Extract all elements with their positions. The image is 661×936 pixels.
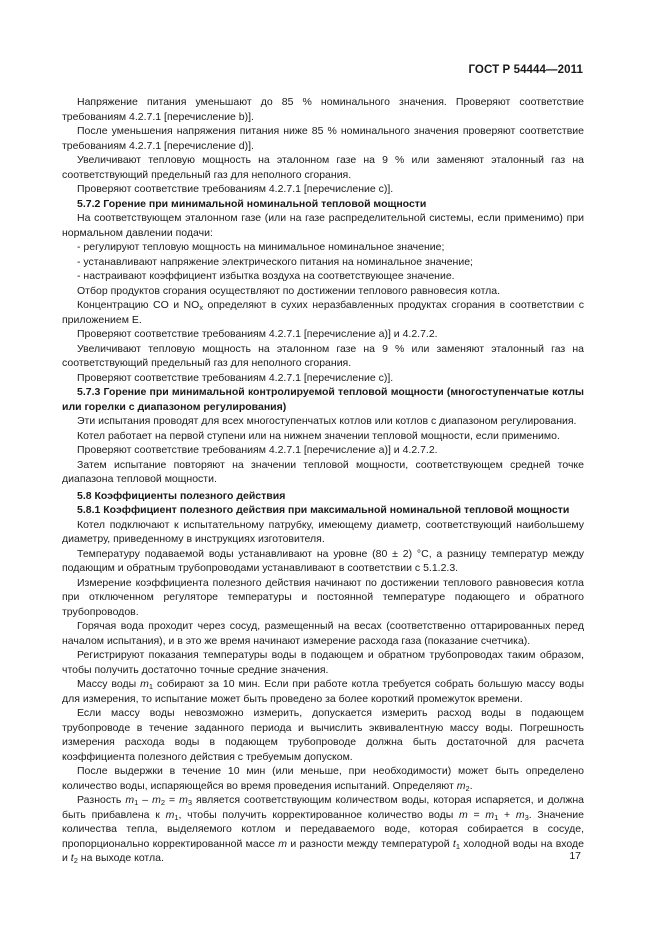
paragraph: Проверяют соответствие требованиям 4.2.7.1 [перечисление c)]. <box>77 183 394 195</box>
paragraph: Температуру подаваемой воды устанавливают на уровне (80 ± 2) °С, а разницу температур между подающим и обратным трубопроводами устанавливают в соответствии с 5.1.2.3. <box>62 547 584 574</box>
paragraph <box>62 298 584 327</box>
variable: m <box>459 808 468 821</box>
paragraph: Затем испытание повторяют на значении тепловой мощности, соответствующем средней точке диапазона тепловой мощности. <box>62 458 584 485</box>
subscript: 1 <box>455 841 460 851</box>
variable: m <box>152 794 161 806</box>
paragraph: Если массу воды невозможно измерить, допускается измерить расход воды в подающем трубопроводе в течение заданного периода и вычислить эквивалентную массу воды. Погрешность измерения расхода воды в подающем трубопроводе должна быть достаточной для расчета коэффициента полезного действия с требуемым допуском. <box>62 707 584 763</box>
paragraph <box>62 677 584 706</box>
variable: m <box>456 779 466 792</box>
paragraph: Котел работает на первой ступени или на нижнем значении тепловой мощности, если применимо. <box>77 429 560 442</box>
text-run: и разности между температурой <box>287 837 453 850</box>
variable: m <box>125 794 135 806</box>
subscript: 2 <box>160 798 166 807</box>
text-run: . Значение количества тепла, выделяемого котлом и передаваемого воде, которая собирается в сосуде, пропорционально корректированной массе <box>62 808 584 850</box>
section-heading-5-8-1: 5.8.1 Коэффициент полезного действия при максимальной номинальной тепловой мощности <box>77 504 570 516</box>
paragraph: Напряжение питания уменьшают до 85 % номинального значения. Проверяют соответствие требованиям 4.2.7.1 [перечисление b)]. <box>62 96 584 123</box>
subscript: 3 <box>524 812 529 822</box>
section-heading-5-7-3: 5.7.3 Горение при минимальной контролируемой тепловой мощности (многоступенчатые котлы или горелки с диапазоном регулирования) <box>62 386 584 413</box>
variable: m <box>179 794 188 806</box>
list-item: - устанавливают напряжение электрического питания на номинальное значение; <box>77 255 473 268</box>
paragraph <box>62 764 584 793</box>
paragraph: Проверяют соответствие требованиям 4.2.7.1 [перечисление a)] и 4.2.7.2. <box>77 328 438 340</box>
standard-header: ГОСТ Р 54444—2011 <box>468 64 583 76</box>
text-run: = <box>467 808 486 821</box>
text-run: Концентрацию CO и NO <box>77 299 200 311</box>
paragraph: Проверяют соответствие требованиям 4.2.7.1 [перечисление c)]. <box>77 371 394 384</box>
text-run: После выдержки в течение 10 мин (или меньше, при необходимости) может быть определено количество воды, испаряющейся во время проведения испытаний. Определяют <box>62 765 584 792</box>
text-run: – <box>138 794 153 806</box>
variable: m <box>515 808 525 821</box>
paragraph: Регистрируют показания температуры воды в подающем и обратном трубопроводах таким образом, чтобы получить достаточно точные средние значения. <box>62 649 584 676</box>
text-run: , чтобы получить корректированное количество воды <box>178 808 460 821</box>
text-run: . <box>469 779 473 792</box>
variable: m <box>278 837 288 850</box>
paragraph: Отбор продуктов сгорания осуществляют по достижении теплового равновесия котла. <box>77 284 501 297</box>
text-run: Разность <box>77 794 126 806</box>
subscript: 2 <box>73 856 78 865</box>
variable: t <box>452 837 456 850</box>
document-body <box>62 95 584 866</box>
subscript: 1 <box>174 812 179 822</box>
paragraph: Котел подключают к испытательному патрубку, имеющему диаметр, соответствующий наибольшему диаметру, приведенному в инструкциях изготовителя. <box>62 518 584 545</box>
text-run: холодной воды на входе и <box>62 837 584 864</box>
paragraph: Проверяют соответствие требованиям 4.2.7.1 [перечисление a)] и 4.2.7.2. <box>77 444 438 456</box>
text-run: + <box>498 808 516 821</box>
subscript: 1 <box>494 812 499 822</box>
subscript: 3 <box>187 798 193 807</box>
variable: m <box>485 808 495 821</box>
paragraph: На соответствующем эталонном газе (или на газе распределительной системы, если применимо) при нормальном давлении подачи: <box>62 212 584 239</box>
text-run: Массу воды <box>77 678 141 690</box>
variable: m <box>165 808 175 821</box>
section-heading-5-8: 5.8 Коэффициенты полезного действия <box>77 489 286 502</box>
subscript: x <box>199 303 204 312</box>
text-run: определяют в сухих неразбавленных продуктах сгорания в соответствии с приложением Е. <box>62 299 584 326</box>
variable: t <box>70 852 74 864</box>
section-heading-5-7-2: 5.7.2 Горение при минимальной номинальной тепловой мощности <box>77 197 427 210</box>
paragraph: После уменьшения напряжения питания ниже 85 % номинального значения проверяют соответствие требованиям 4.2.7.1 [перечисление d)]. <box>62 125 584 152</box>
text-run: на выходе котла. <box>77 852 164 864</box>
paragraph: Увеличивают тепловую мощность на эталонном газе на 9 % или заменяют эталонный газ на соответствующий предельный газ для неполного сгорания. <box>62 154 584 181</box>
paragraph: Измерение коэффициента полезного действия начинают по достижении теплового равновесия котла при отключенном регуляторе температуры и постоянной температуре подающего и обратного трубопроводов. <box>62 576 584 618</box>
subscript: 2 <box>465 783 470 793</box>
paragraph: Увеличивают тепловую мощность на эталонном газе на 9 % или заменяют эталонный газ на соответствующий предельный газ для неполного сгорания. <box>62 342 584 369</box>
text-run: = <box>165 794 180 806</box>
list-item: - регулируют тепловую мощность на минимальное номинальное значение; <box>77 241 445 253</box>
paragraph: Эти испытания проводят для всех многоступенчатых котлов или котлов с диапазоном регулирования. <box>77 415 577 427</box>
variable: m <box>140 678 149 690</box>
page-number: 17 <box>569 850 581 862</box>
paragraph: Горячая вода проходит через сосуд, размещенный на весах (соответственно оттарированных перед началом испытания), и в это же время начинают измерение расхода газа (показание счетчика). <box>62 620 584 647</box>
list-item: - настраивают коэффициент избытка воздуха на соответствующее значение. <box>77 270 455 282</box>
text-run: собирают за 10 мин. Если при работе котла требуется собрать большую массу воды для измерения, то испытание может быть проведено за более короткий промежуток времени. <box>62 678 585 705</box>
paragraph <box>62 793 584 866</box>
subscript: 1 <box>148 682 154 691</box>
subscript: 1 <box>134 798 139 807</box>
text-run: является соответствующим количеством воды, которая испаряется, и должна быть прибавлена к <box>62 794 584 821</box>
